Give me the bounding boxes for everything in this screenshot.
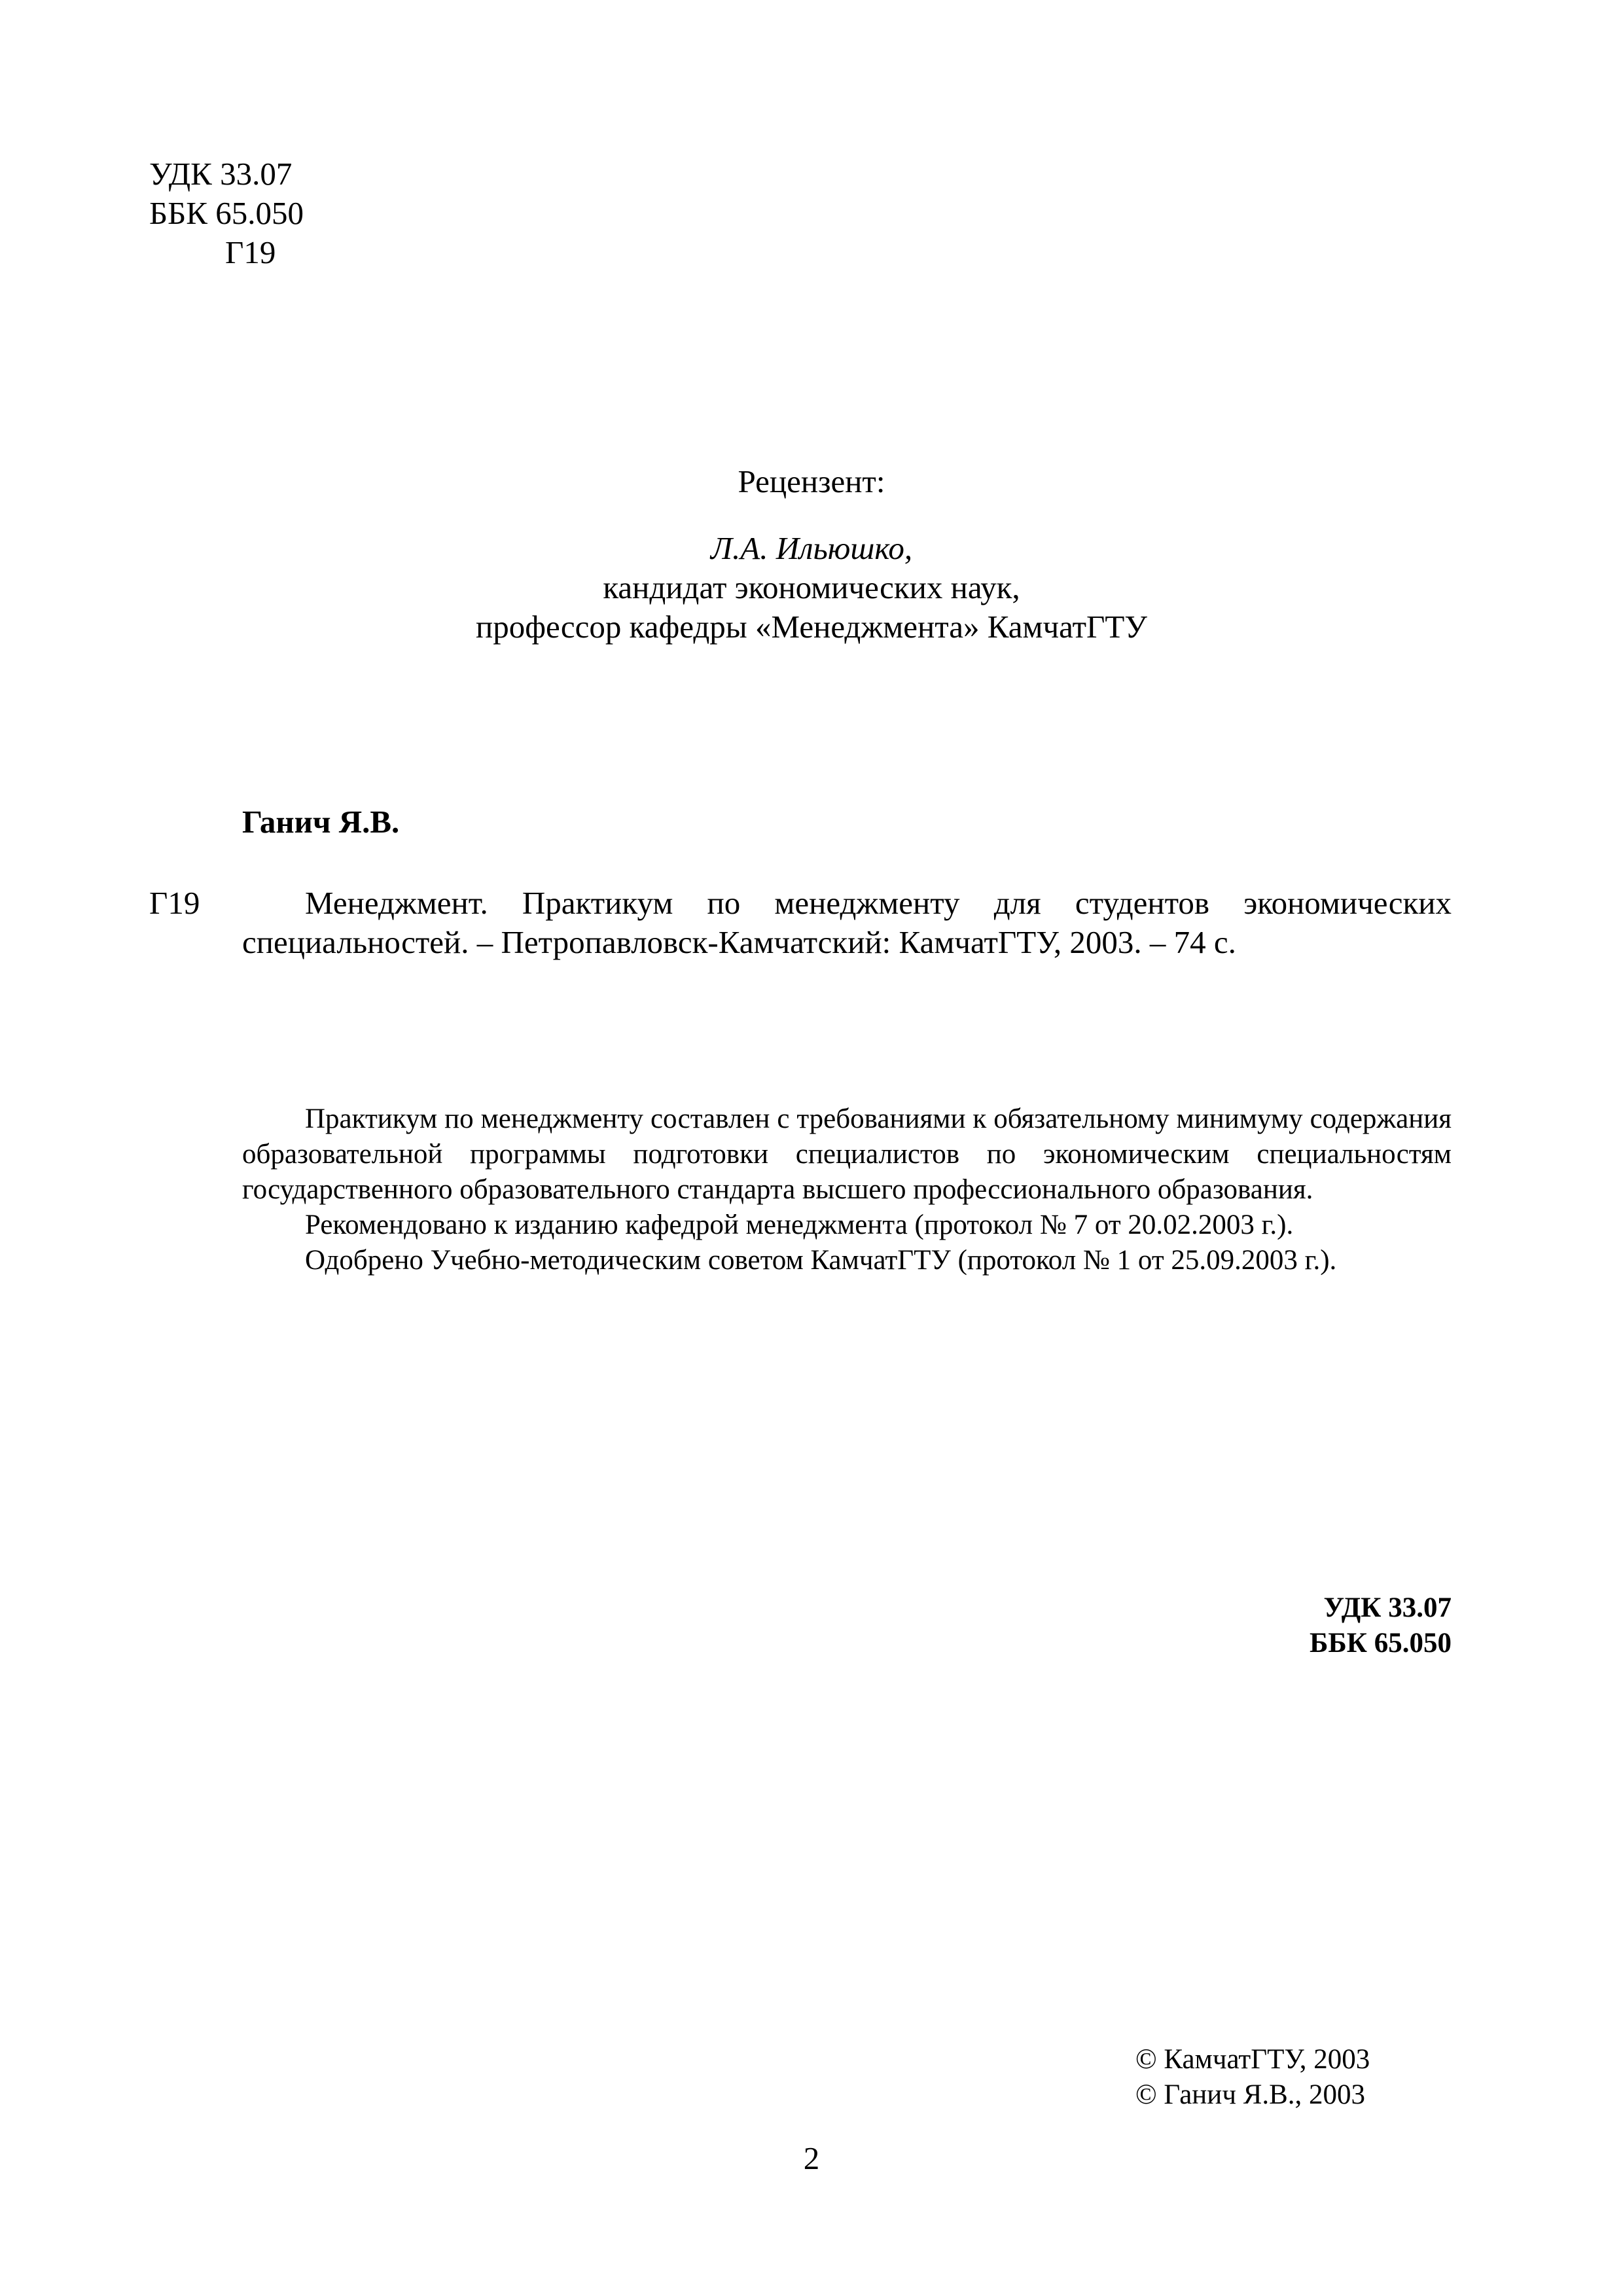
reviewer-name: Л.А. Ильюшко, — [710, 530, 913, 566]
reviewer-degree: кандидат экономических наук, — [603, 569, 1020, 605]
bibliographic-text: Менеджмент. Практикум по менеджменту для студентов экономических специальностей. – Петропавловск-Камчатский: КамчатГТУ, 2003. – 74 с. — [242, 885, 1452, 960]
bibliographic-code: Г19 — [149, 885, 200, 921]
reviewer-position: профессор кафедры «Менеджмента» КамчатГТУ — [475, 609, 1147, 645]
reviewer-block — [301, 462, 1322, 647]
bbk-code: ББК 65.050 — [149, 195, 304, 231]
udk-code: УДК 33.07 — [149, 156, 293, 192]
annotation-block — [242, 1102, 1452, 1278]
classification-block — [149, 154, 304, 272]
copyright-line-university: © КамчатГТУ, 2003 — [1135, 2044, 1370, 2075]
copyright-line-author: © Ганич Я.В., 2003 — [1135, 2079, 1366, 2110]
bibliographic-description — [242, 884, 1452, 962]
annotation-paragraph: Практикум по менеджменту составлен с требованиями к обязательному минимуму содержания образовательной программы подготовки специалистов по экономическим специальностям государственного образовательного стандарта высшего профессионального образования. — [242, 1103, 1452, 1205]
author-code: Г19 — [225, 234, 276, 270]
page-number: 2 — [803, 2140, 820, 2176]
bottom-bbk-code: ББК 65.050 — [1309, 1628, 1452, 1659]
copyright-block — [1135, 2042, 1370, 2113]
bottom-classification-block — [1310, 1590, 1452, 1661]
annotation-approval: Одобрено Учебно-методическим советом КамчатГТУ (протокол № 1 от 25.09.2003 г.). — [305, 1245, 1337, 1276]
annotation-recommendation: Рекомендовано к изданию кафедрой менеджмента (протокол № 7 от 20.02.2003 г.). — [305, 1210, 1294, 1240]
bottom-udk-code: УДК 33.07 — [1323, 1592, 1452, 1623]
author-name: Ганич Я.В. — [242, 804, 400, 840]
reviewer-heading: Рецензент: — [738, 463, 885, 499]
